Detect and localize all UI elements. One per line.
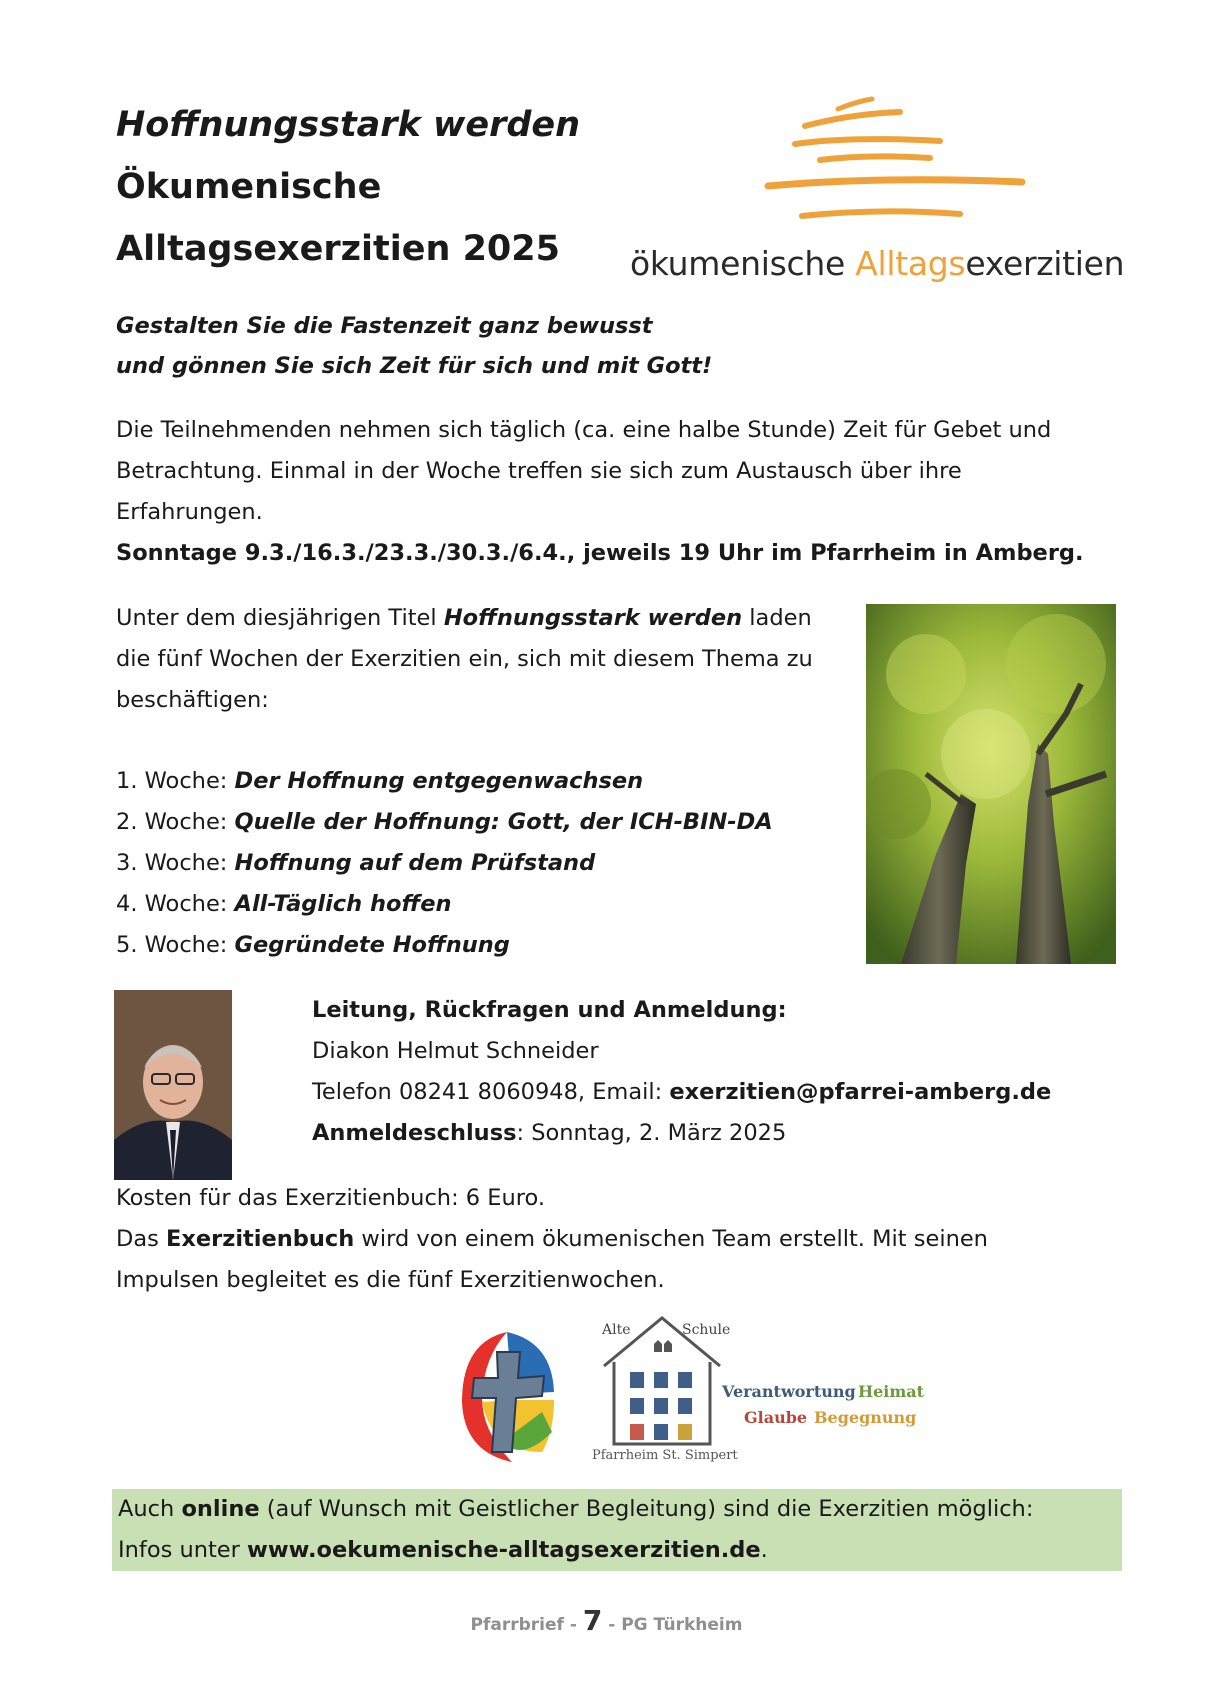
theme-line-1-post: laden (742, 605, 812, 631)
costs-line-2-pre: Das (116, 1226, 166, 1252)
week-label: 3. Woche: (116, 850, 235, 876)
stamp-heimat: Heimat (858, 1382, 925, 1401)
logo-strokes-icon (760, 96, 1060, 236)
tree-photo (866, 604, 1116, 964)
house-icon (600, 1314, 724, 1454)
week-label: 1. Woche: (116, 768, 235, 794)
theme-line-2: die fünf Wochen der Exerzitien ein, sich mit diesem Thema zu (116, 646, 813, 672)
online-line-2-pre: Infos unter (118, 1537, 248, 1563)
costs-line-2-bold: Exerzitienbuch (166, 1226, 355, 1252)
contact-block (312, 990, 1051, 1154)
intro-line-2: Betrachtung. Einmal in der Woche treffen sie sich zum Austausch über ihre (116, 458, 962, 484)
intro-line-1: Die Teilnehmenden nehmen sich täglich (ca. eine halbe Stunde) Zeit für Gebet und (116, 417, 1052, 443)
logo-text-mid: Alltags (855, 244, 966, 283)
subtitle-line-1: Gestalten Sie die Fastenzeit ganz bewusst (116, 313, 653, 339)
subtitle-line-2: und gönnen Sie sich Zeit für sich und mit Gott! (116, 353, 713, 379)
theme-line-3: beschäftigen: (116, 687, 269, 713)
page-title (116, 94, 580, 280)
stamp-alte: Alte (602, 1322, 631, 1338)
intro-line-3: Erfahrungen. (116, 499, 263, 525)
title-line-2: Ökumenische (116, 167, 382, 207)
stamp-schule: Schule (682, 1322, 731, 1338)
title-line-1: Hoffnungsstark werden (116, 105, 581, 145)
week-title: All-Täglich hoffen (234, 891, 452, 917)
logo-text-left: ökumenische (630, 244, 856, 283)
theme-title: Hoffnungsstark werden (443, 605, 743, 631)
week-title: Hoffnung auf dem Prüfstand (234, 850, 596, 876)
page-number: 7 (582, 1604, 603, 1637)
week-title: Quelle der Hoffnung: Gott, der ICH-BIN-DA (234, 809, 773, 835)
week-label: 4. Woche: (116, 891, 235, 917)
online-line-1-pre: Auch (118, 1496, 182, 1522)
costs-line-3: Impulsen begleitet es die fünf Exerzitienwochen. (116, 1267, 665, 1293)
week-item (116, 761, 773, 802)
costs-line-1: Kosten für das Exerzitienbuch: 6 Euro. (116, 1185, 546, 1211)
online-info-box (112, 1489, 1122, 1571)
intro-dates: Sonntage 9.3./16.3./23.3./30.3./6.4., jeweils 19 Uhr im Pfarrheim in Amberg. (116, 540, 1084, 566)
online-line-1-bold: online (181, 1496, 260, 1522)
theme-paragraph (116, 598, 813, 721)
logo-text (630, 244, 1124, 283)
alte-schule-logo (588, 1308, 948, 1473)
week-item (116, 925, 773, 966)
parish-community-logo (442, 1312, 572, 1470)
stamp-begegnung: Begegnung (814, 1408, 917, 1427)
week-title: Gegründete Hoffnung (234, 932, 510, 958)
subtitle (116, 306, 712, 386)
online-website-link[interactable]: www.oekumenische-alltagsexerzitien.de (247, 1537, 761, 1563)
week-label: 2. Woche: (116, 809, 235, 835)
week-item (116, 843, 773, 884)
online-line-1-post: (auf Wunsch mit Geistlicher Begleitung) sind die Exerzitien möglich: (259, 1496, 1034, 1522)
week-item (116, 802, 773, 843)
deadline-label: Anmeldeschluss (312, 1120, 517, 1146)
logo-text-right: exerzitien (965, 244, 1125, 283)
footer-right: - PG Türkheim (602, 1615, 743, 1635)
stamp-pfarrheim: Pfarrheim St. Simpert (592, 1448, 738, 1463)
week-label: 5. Woche: (116, 932, 235, 958)
contact-photo (114, 990, 232, 1180)
costs-line-2-post: wird von einem ökumenischen Team erstellt. Mit seinen (354, 1226, 988, 1252)
contact-heading: Leitung, Rückfragen und Anmeldung: (312, 997, 787, 1023)
costs-paragraph (116, 1178, 988, 1301)
stamp-verantwortung: Verantwortung (722, 1382, 856, 1401)
week-list (116, 761, 773, 966)
week-item (116, 884, 773, 925)
contact-phone: Telefon 08241 8060948, Email: (312, 1079, 670, 1105)
week-title: Der Hoffnung entgegenwachsen (234, 768, 644, 794)
footer-left: Pfarrbrief - (470, 1615, 583, 1635)
intro-paragraph (116, 410, 1084, 574)
theme-line-1-pre: Unter dem diesjährigen Titel (116, 605, 444, 631)
online-line-2-post: . (760, 1537, 768, 1563)
stamp-glaube: Glaube (744, 1408, 808, 1427)
deadline-value: : Sonntag, 2. März 2025 (516, 1120, 787, 1146)
contact-email-link[interactable]: exerzitien@pfarrei-amberg.de (669, 1079, 1052, 1105)
page-footer (0, 1604, 1213, 1637)
contact-name: Diakon Helmut Schneider (312, 1038, 599, 1064)
title-line-3: Alltagsexerzitien 2025 (116, 229, 560, 269)
